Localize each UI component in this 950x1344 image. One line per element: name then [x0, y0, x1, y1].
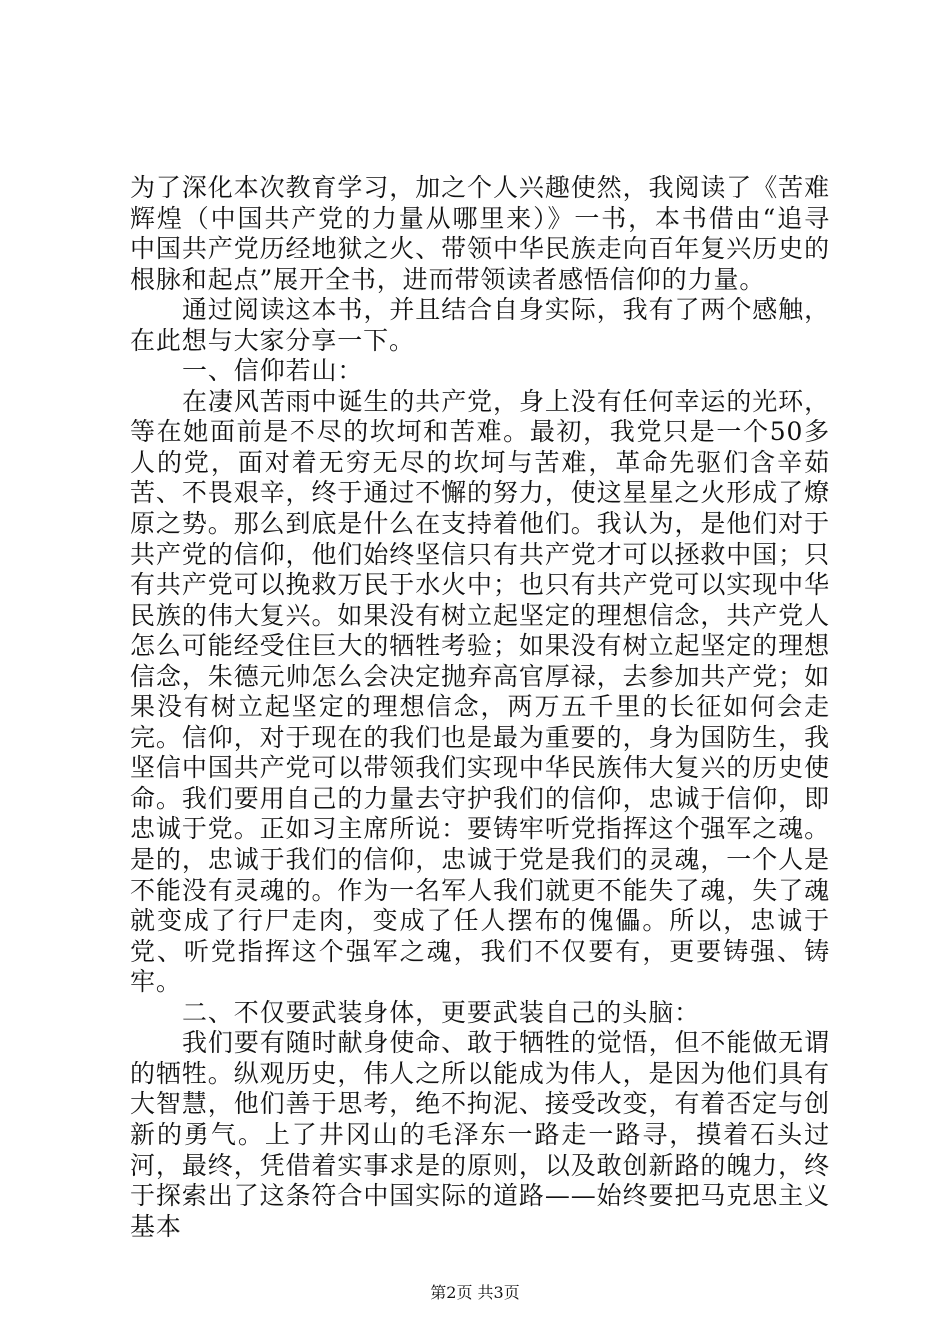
page-number-footer: 第2页 共3页: [430, 1283, 520, 1302]
section-heading-faith: 一、信仰若山：: [182, 356, 364, 386]
paragraph-mind: 我们要有随时献身使命、敢于牺牲的觉悟，但不能做无谓的牺牲。纵观历史，伟人之所以能成为伟人，是因为他们具有大智慧，他们善于思考，绝不拘泥、接受改变，有着否定与创新的勇气。上了井冈山的毛泽东一路走一路寻，摸着石头过河，最终，凭借着实事求是的原则，以及敢创新路的魄力，终于探索出了这条符合中国实际的道路——始终要把马克思主义基本: [130, 1028, 830, 1241]
paragraph-faith: 在凄风苦雨中诞生的共产党，身上没有任何幸运的光环，等在她面前是不尽的坎坷和苦难。最初，我党只是一个50多人的党，面对着无穷无尽的坎坷与苦难，革命先驱们含辛茹苦、不畏艰辛，终于通过不懈的努力，使这星星之火形成了燎原之势。那么到底是什么在支持着他们。我认为，是他们对于共产党的信仰，他们始终坚信只有共产党才可以拯救中国；只有共产党可以挽救万民于水火中；也只有共产党可以实现中华民族的伟大复兴。如果没有树立起坚定的理想信念，共产党人怎么可能经受住巨大的牺牲考验；如果没有树立起坚定的理想信念，朱德元帅怎么会决定抛弃高官厚禄，去参加共产党；如果没有树立起坚定的理想信念，两万五千里的长征如何会走完。信仰，对于现在的我们也是最为重要的，身为国防生，我坚信中国共产党可以带领我们实现中华民族伟大复兴的历史使命。我们要用自己的力量去守护我们的信仰，忠诚于信仰，即忠诚于党。正如习主席所说：要铸牢听党指挥这个强军之魂。是的，忠诚于我们的信仰，忠诚于党是我们的灵魂，一个人是不能没有灵魂的。作为一名军人我们就更不能失了魂，失了魂就变成了行尸走肉，变成了任人摆布的傀儡。所以，忠诚于党、听党指挥这个强军之魂，我们不仅要有，更要铸强、铸牢。: [130, 386, 830, 997]
document-body: [130, 173, 830, 1242]
paragraph-intro: 为了深化本次教育学习，加之个人兴趣使然，我阅读了《苦难辉煌（中国共产党的力量从哪里来）》一书，本书借由“追寻中国共产党历经地狱之火、带领中华民族走向百年复兴历史的根脉和起点”展开全书，进而带领读者感悟信仰的力量。: [130, 173, 830, 294]
section-heading-mind: 二、不仅要武装身体，更要武装自己的头脑：: [182, 997, 701, 1027]
paragraph-reflection: 通过阅读这本书，并且结合自身实际，我有了两个感触，在此想与大家分享一下。: [130, 295, 830, 355]
